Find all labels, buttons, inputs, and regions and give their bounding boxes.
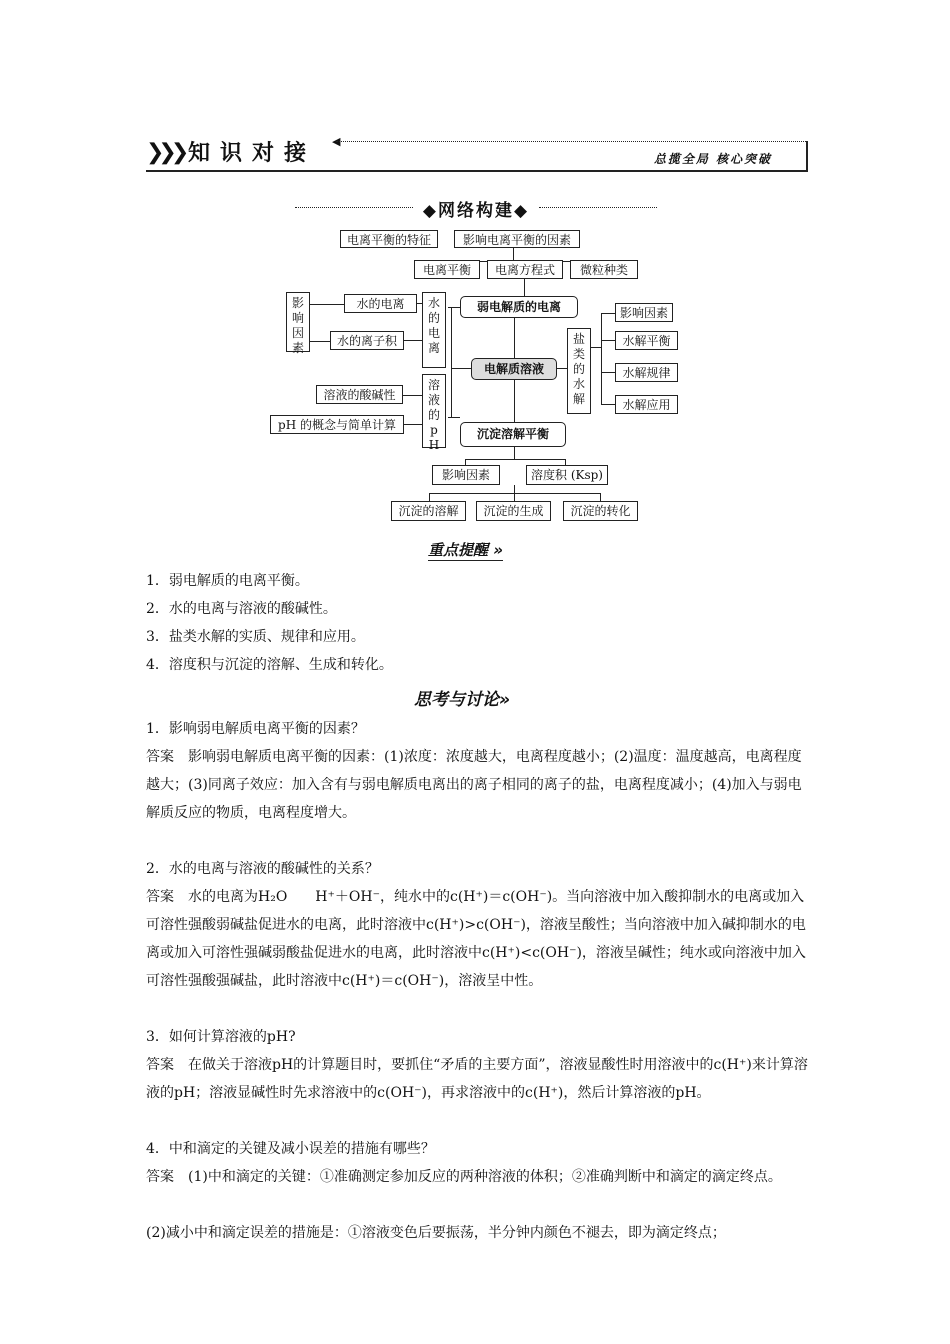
precipitate-conversion: 沉淀的转化 (563, 501, 638, 521)
precipitation-factors: 影响因素 (432, 465, 500, 485)
banner-bracket (806, 141, 808, 171)
hydrolysis-rules: 水解规律 (615, 363, 678, 382)
precipitate-dissolution: 沉淀的溶解 (391, 501, 466, 521)
dotted-rule-left (295, 207, 413, 208)
ph-concept-calculation: pH 的概念与简单计算 (270, 415, 404, 434)
hydrolysis-equilibrium: 水解平衡 (615, 331, 678, 350)
answer-1: 答案 影响弱电解质电离平衡的因素：(1)浓度：浓度越大，电离程度越小；(2)温度：温度越高，电离程度越大；(3)同离子效应：加入含有与弱电解质电离出的离子相同的离子的盐，电离程度减小；(4)加入与弱电解质反应的物质，电离程度增大。 (146, 749, 802, 821)
banner-subtitle: 总揽全局 核心突破 (653, 152, 772, 166)
answer-2: 答案 水的电离为H₂O H⁺＋OH⁻，纯水中的c(H⁺)＝c(OH⁻)。当向溶液中加入酸抑制水的电离或加入可溶性强酸弱碱盐促进水的电离，此时溶液中c(H⁺)>c(OH⁻)，溶液呈酸性；当向溶液中加入碱抑制水的电离或加入可溶性强碱弱酸盐促进水的电离，此时溶液中c(H⁺)<c(OH⁻)，溶液呈碱性；纯水或向溶液中加入可溶性强酸强碱盐，此时溶液中c(H⁺)＝c(OH⁻)，溶液呈中性。 (146, 889, 806, 989)
discussion-heading: 思考与讨论» (414, 690, 511, 710)
key-point-item: 2．水的电离与溶液的酸碱性。 (146, 601, 337, 617)
precipitate-formation: 沉淀的生成 (476, 501, 551, 521)
key-point-item: 1．弱电解质的电离平衡。 (146, 573, 309, 589)
hydrolysis-factors: 影响因素 (615, 303, 673, 322)
electrolyte-solution: 电解质溶液 (471, 358, 557, 380)
water-ionization: 水的电离 (422, 292, 446, 368)
chevron-right-icon: ❯❯❯ (146, 140, 184, 165)
question-3: 3．如何计算溶液的pH? (146, 1029, 296, 1045)
answer-4-part-2: (2)减小中和滴定误差的措施是：①溶液变色后要振荡，半分钟内颜色不褪去，即为滴定终点； (146, 1225, 726, 1241)
key-points-heading: 重点提醒 » (428, 541, 503, 559)
particle-types: 微粒种类 (570, 260, 638, 279)
ionization-equilibrium-factors: 影响电离平衡的因素 (454, 230, 580, 248)
solution-ph: 溶液的pH (422, 374, 446, 448)
water-ionization-item: 水的电离 (344, 294, 417, 313)
ionization-equilibrium: 电离平衡 (414, 260, 480, 279)
question-4: 4．中和滴定的关键及减小误差的措施有哪些？ (146, 1141, 435, 1157)
section-banner (146, 132, 808, 172)
key-point-item: 4．溶度积与沉淀的溶解、生成和转化。 (146, 657, 393, 673)
dotted-rule-right (539, 207, 657, 208)
solution-acidity: 溶液的酸碱性 (316, 385, 403, 404)
network-title: ◆网络构建◆ (422, 201, 530, 221)
question-2: 2．水的电离与溶液的酸碱性的关系？ (146, 861, 379, 877)
water-ion-product: 水的离子积 (330, 331, 404, 350)
ionization-equilibrium-features: 电离平衡的特征 (340, 230, 438, 248)
banner-rule (146, 170, 808, 172)
network-heading (295, 196, 657, 220)
hydrolysis-applications: 水解应用 (615, 395, 678, 414)
key-point-item: 3．盐类水解的实质、规律和应用。 (146, 629, 365, 645)
section-title: 知识对接 (188, 141, 317, 166)
question-1: 1．影响弱电解质电离平衡的因素？ (146, 721, 365, 737)
banner-dotted-line (336, 141, 808, 142)
answer-3: 答案 在做关于溶液pH的计算题目时，要抓住“矛盾的主要方面”，溶液显酸性时用溶液中的c(H⁺)来计算溶液的pH；溶液显碱性时先求溶液中的c(OH⁻)，再求溶液中的c(H⁺)，然后计算溶液的pH。 (146, 1057, 808, 1101)
solubility-product: 溶度积 (Ksp) (526, 465, 608, 485)
weak-electrolyte-ionization: 弱电解质的电离 (460, 296, 578, 318)
ionization-equation: 电离方程式 (487, 260, 563, 279)
salt-hydrolysis: 盐类的水解 (567, 328, 591, 414)
precipitation-equilibrium: 沉淀溶解平衡 (460, 422, 566, 447)
influence-factors-water: 影响因素 (286, 292, 310, 352)
arrow-left-icon: ◀ (332, 135, 341, 148)
answer-4: 答案 (1)中和滴定的关键：①准确测定参加反应的两种溶液的体积；②准确判断中和滴定的滴定终点。 (146, 1169, 782, 1185)
